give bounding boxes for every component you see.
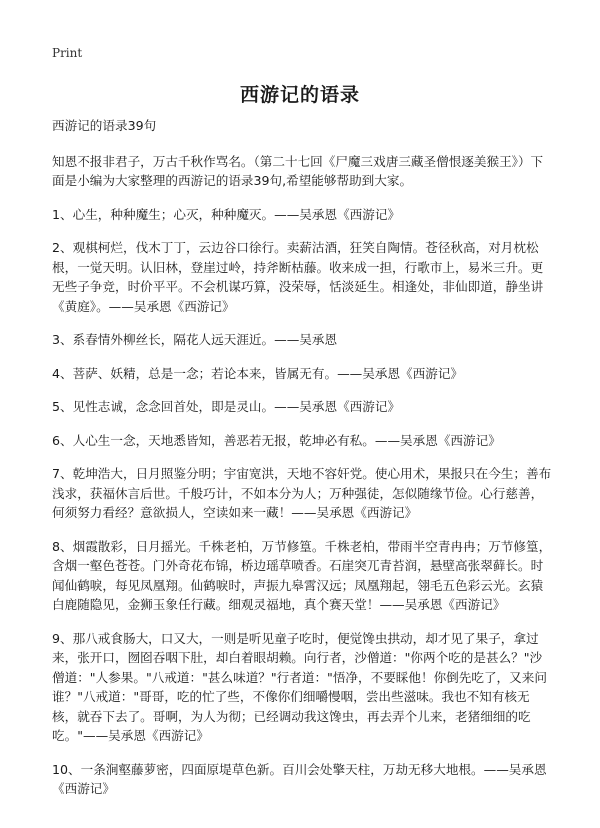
- quote-item: 9、那八戒食肠大，口又大，一则是听见童子吃时，便觉馋虫拱动，却才见了果子，拿过来，张开口，囫囵吞咽下肚，却白着眼胡赖。向行者，沙僧道："你两个吃的是甚么？"沙僧道："人参果。"八戒道："甚么味道？"行者道："悟净，不要睬他！你倒先吃了，又来问谁？"八戒道："哥哥，吃的忙了些，不像你们细嚼慢咽，尝出些滋味。我也不知有核无核，就吞下去了。哥啊，为人为彻；已经调动我这馋虫，再去弄个儿来，老猪细细的吃吃。"——吴承恩《西游记》: [52, 630, 547, 743]
- quote-item: 4、菩萨、妖精，总是一念；若论本来，皆属无有。——吴承恩《西游记》: [52, 365, 464, 381]
- article-intro: 知恩不报非君子，万古千秋作骂名。（第二十七回《尸魔三戏唐三藏圣僧恨逐美猴王》）下面是小编为大家整理的西游记的语录39句,希望能够帮助到大家。: [52, 153, 544, 188]
- page-title: 西游记的语录: [239, 84, 360, 106]
- quote-item: 1、心生，种种魔生；心灭，种种魔灭。——吴承恩《西游记》: [52, 206, 401, 222]
- quote-item: 10、一条涧壑藤萝密，四面原堤草色新。百川会处擎天柱，万劫无移大地根。——吴承恩《西游记》: [52, 761, 547, 796]
- quote-item: 3、系春情外柳丝长，隔花人远天涯近。——吴承恩: [52, 332, 338, 347]
- quote-item: 8、烟霞散彩，日月摇光。千株老柏，万节修篁。千株老柏，带雨半空青冉冉；万节修篁，含烟一壑色苍苍。门外奇花布锦，桥边瑶草喷香。石崖突兀青苔润，悬壁高张翠藓长。时闻仙鹤唳，每见凤凰翔。仙鹤唳时，声振九皋霄汉远；凤凰翔起，翎毛五色彩云光。玄猿白鹿随隐见，金狮玉象任行藏。细观灵福地，真个赛天堂！——吴承恩《西游记》: [52, 538, 552, 612]
- quote-item: 2、观棋柯烂，伐木丁丁，云边谷口徐行。卖薪沽酒，狂笑自陶情。苍径秋高，对月枕松根，一觉天明。认旧林，登崖过岭，持斧断枯藤。收来成一担，行歌市上，易米三升。更无些子争竞，时价平平。不会机谋巧算，没荣辱，恬淡延生。相逢处，非仙即道，静坐讲《黄庭》。——吴承恩《西游记》: [52, 240, 544, 314]
- article-subtitle: 西游记的语录39句: [52, 118, 157, 133]
- quote-item: 7、乾坤浩大，日月照鉴分明；宇宙宽洪，天地不容奸党。使心用术，果报只在今生；善布浅求，获福休言后世。千般巧计，不如本分为人；万种强徒，怎似随缘节俭。心行慈善，何须努力看经？意欲损人，空读如来一藏！——吴承恩《西游记》: [52, 466, 552, 520]
- quote-item: 6、人心生一念，天地悉皆知，善恶若无报，乾坤必有私。——吴承恩《西游记》: [52, 432, 501, 448]
- article-body: [52, 116, 552, 813]
- quote-item: 5、见性志诚，念念回首处，即是灵山。——吴承恩《西游记》: [52, 399, 401, 414]
- print-link[interactable]: Print: [52, 46, 83, 60]
